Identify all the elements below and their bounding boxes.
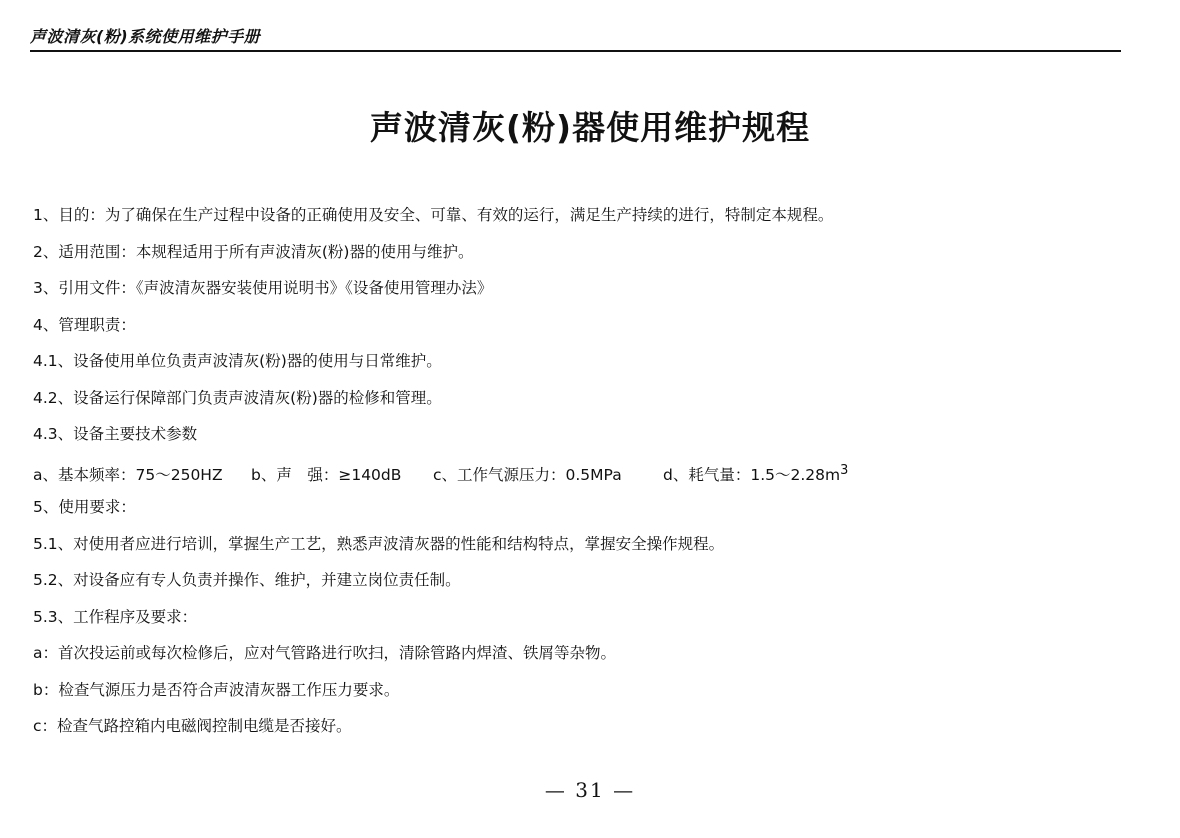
paragraph-responsibilities: 4、管理职责： [33,315,136,334]
paragraph-5-2: 5.2、对设备应有专人负责并操作、维护，并建立岗位责任制。 [33,571,461,589]
param-frequency: a、基本频率：75～250HZ [33,465,223,484]
paragraph-purpose: 1、目的：为了确保在生产过程中设备的正确使用及安全、可靠、有效的运行，满足生产持续的进行，特制定本规程。 [33,206,834,224]
paragraph-4-2: 4.2、设备运行保障部门负责声波清灰(粉)器的检修和管理。 [33,388,442,407]
param-air-consumption-unit-exponent: 3 [840,462,849,478]
paragraph-5-1: 5.1、对使用者应进行培训，掌握生产工艺，熟悉声波清灰器的性能和结构特点，掌握安全操作规程。 [33,534,725,553]
procedure-item-c: c：检查气路控箱内电磁阀控制电缆是否接好。 [33,717,352,735]
param-intensity: b、声 强：≥140dB [251,465,402,484]
paragraph-4-3: 4.3、设备主要技术参数 [33,425,198,443]
document-title: 声波清灰(粉)器使用维护规程 [369,108,811,147]
paragraph-5-3: 5.3、工作程序及要求： [33,607,198,626]
paragraph-usage-requirements: 5、使用要求： [33,498,136,516]
paragraph-scope: 2、适用范围：本规程适用于所有声波清灰(粉)器的使用与维护。 [33,242,474,261]
paragraph-4-1: 4.1、设备使用单位负责声波清灰(粉)器的使用与日常维护。 [33,352,442,370]
procedure-item-a: a：首次投运前或每次检修后，应对气管路进行吹扫，清除管路内焊渣、铁屑等杂物。 [33,644,617,662]
param-air-consumption [663,458,848,488]
param-pressure: c、工作气源压力：0.5MPa [433,465,622,484]
param-air-consumption-text: d、耗气量：1.5～2.28m [663,465,841,484]
page-number: — 31 — [544,778,636,802]
running-header [30,24,1121,52]
document-body [33,202,1143,750]
running-header-text: 声波清灰(粉)系统使用维护手册 [30,27,261,46]
procedure-item-b: b：检查气源压力是否符合声波清灰器工作压力要求。 [33,680,400,699]
paragraph-references: 3、引用文件：《声波清灰器安装使用说明书》《设备使用管理办法》 [33,279,493,297]
technical-parameters [33,458,1143,495]
